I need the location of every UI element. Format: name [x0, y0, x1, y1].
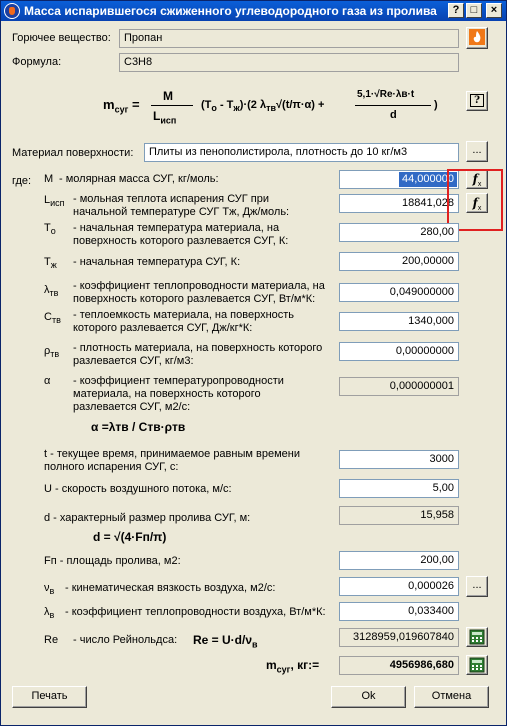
param-c-symbol: $C_{тв}$	[44, 311, 61, 326]
param-alpha-desc: - коэффициент температуропроводности материала, на поверхность которого разлевается СУГ, м2/с:	[73, 375, 284, 413]
material-select-button[interactable]: ...	[466, 141, 488, 162]
param-lambda-symbol: $\lambda_{тв}$	[44, 284, 59, 299]
lambda-air-desc: - коэффициент теплопроводности воздуха, Вт/м*К:	[65, 606, 326, 618]
calculator-icon-button-2[interactable]	[466, 655, 488, 675]
density-field[interactable]: 0,00000000	[339, 342, 459, 361]
size-desc: d - характерный размер пролива СУГ, м:	[44, 512, 251, 524]
param-lambda-desc: - коэффициент теплопроводности материала, на поверхность которого разлевается СУГ, Вт/м*К:	[73, 280, 325, 305]
highlight-box	[447, 169, 503, 231]
cancel-button[interactable]: Отмена	[414, 686, 489, 708]
formula-body: $(T_o - T_ж)\cdot(2$ $\lambda_{тв}√(t/\pi\cdot\alpha)$ +	[201, 99, 325, 114]
print-button[interactable]: Печать	[12, 686, 87, 708]
fx-icon: f	[472, 196, 478, 210]
param-rho-desc: - плотность материала, на поверхность которого разлевается СУГ, кг/м3:	[73, 342, 323, 367]
material-field[interactable]: Плиты из пенополистирола, плотность до 10 кг/м3	[144, 143, 459, 162]
formula-label: Формула:	[12, 56, 62, 68]
viscosity-select-button[interactable]: ...	[466, 576, 488, 597]
app-icon	[4, 3, 20, 19]
material-temperature-field[interactable]: 280,00	[339, 223, 459, 242]
formula-frac2-den: d	[390, 109, 397, 121]
param-tzh-symbol: $T_ж$	[44, 256, 57, 271]
spill-area-field[interactable]: 200,00	[339, 551, 459, 570]
formula-close: )	[434, 99, 438, 111]
nu-symbol: $\nu_в$	[44, 582, 55, 597]
main-formula: $m_{суг}$ =	[103, 97, 140, 115]
help-title-button[interactable]: ?	[448, 3, 464, 18]
param-to-desc: - начальная температура материала, на поверхность которого разлевается СУГ, К:	[73, 222, 289, 247]
spill-size-field: 15,958	[339, 506, 459, 525]
heat-capacity-field[interactable]: 1340,000	[339, 312, 459, 331]
result-field: 4956986,680	[339, 656, 459, 675]
param-to-symbol: $T_o$	[44, 222, 56, 237]
formula-frac2-num: 5,1·√Re·λв·t	[357, 89, 415, 100]
material-label: Материал поверхности:	[12, 147, 134, 159]
wind-speed-field[interactable]: 5,00	[339, 479, 459, 498]
d-formula: d = √(4·Fп/π)	[93, 530, 167, 544]
fx-icon: f	[472, 172, 478, 186]
time-desc: t - текущее время, принимаемое равным времени полного испарения СУГ, с:	[44, 448, 300, 473]
fx-icon-button[interactable]: $f_x$	[466, 169, 488, 189]
title-bar[interactable]	[1, 1, 506, 21]
flame-icon	[468, 28, 486, 46]
param-l-symbol: $L_{исп}$	[44, 194, 65, 209]
wind-speed-desc: U - скорость воздушного потока, м/с:	[44, 483, 232, 495]
time-field[interactable]: 3000	[339, 450, 459, 469]
nu-desc: - кинематическая вязкость воздуха, м2/с:	[65, 582, 276, 594]
param-m-symbol: M	[44, 173, 54, 185]
air-conductivity-field[interactable]: 0,033400	[339, 602, 459, 621]
result-label: $m_{суг}$, кг:=	[266, 658, 320, 675]
param-c-desc: - теплоемкость материала, на поверхность которого разлевается СУГ, Дж/кг*К:	[73, 309, 295, 334]
formula-numerator: M	[163, 89, 173, 103]
thermal-diffusivity-field: 0,000000001	[339, 377, 459, 396]
re-formula: $Re = U\cdot d/\nu_в$	[193, 633, 258, 650]
param-m-desc: - молярная масса СУГ, кг/моль:	[59, 173, 219, 185]
param-alpha-symbol: α	[44, 375, 51, 387]
window-title: Масса испарившегося сжиженного углеводородного газа из пролива	[24, 4, 437, 18]
substance-field: Пропан	[119, 29, 459, 48]
calculator-icon-button[interactable]	[466, 627, 488, 647]
maximize-button[interactable]: □	[466, 3, 482, 18]
calculator-icon	[469, 629, 485, 645]
alpha-formula: α =λтв / Cтв·ρтв	[91, 420, 186, 434]
re-desc: - число Рейнольдса:	[73, 634, 178, 646]
fx-icon-button-2[interactable]: $f_x$	[466, 193, 488, 213]
substance-label: Горючее вещество:	[12, 32, 111, 44]
formula-field: C3H8	[119, 53, 459, 72]
lambda-air-symbol: $\lambda_в$	[44, 606, 55, 621]
heat-of-evaporation-field[interactable]: 18841,028	[339, 194, 459, 213]
where-label: где:	[12, 175, 32, 187]
param-l-desc: - мольная теплота испарения СУГ при начальной температуре СУГ Тж, Дж/моль:	[73, 193, 290, 218]
param-rho-symbol: $\rho_{тв}$	[44, 345, 60, 360]
lpg-temperature-field[interactable]: 200,00000	[339, 252, 459, 271]
help-icon: ?	[470, 94, 484, 107]
close-button[interactable]: ×	[486, 3, 502, 18]
molar-mass-field[interactable]: 44,000000	[339, 170, 459, 189]
flame-icon-button[interactable]	[466, 27, 488, 49]
thermal-conductivity-field[interactable]: 0,049000000	[339, 283, 459, 302]
reynolds-field: 3128959,019607840	[339, 628, 459, 647]
ok-button[interactable]: Ok	[331, 686, 406, 708]
kinematic-viscosity-field[interactable]: 0,000026	[339, 577, 459, 596]
formula-denominator: $L_{исп}$	[153, 109, 177, 126]
help-icon-button[interactable]	[466, 91, 488, 111]
re-symbol: Re	[44, 634, 59, 646]
param-tzh-desc: - начальная температура СУГ, К:	[73, 256, 241, 268]
area-desc: Fп - площадь пролива, м2:	[44, 555, 181, 567]
calculator-icon	[469, 657, 485, 673]
